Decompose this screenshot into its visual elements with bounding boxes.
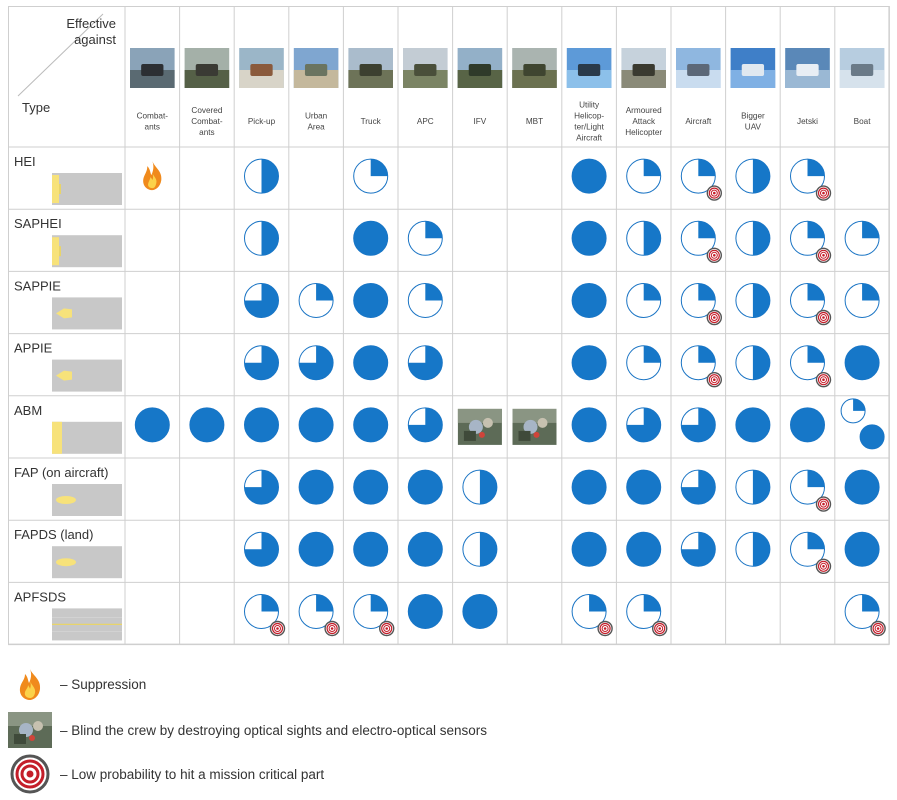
cell-urban [299,408,333,442]
corner-header [18,14,116,115]
row-type-label: HEI [14,154,36,169]
cell-pickup [245,221,279,255]
cell-attackheli [627,532,661,566]
effectiveness-pie [408,470,442,504]
effectiveness-pie [245,532,279,566]
cell-heli [572,408,606,442]
target-label-jetski: Jetski [797,117,818,126]
cell-uav [736,408,770,442]
row-type-label: ABM [14,402,43,418]
effectiveness-pie [627,408,661,442]
effectiveness-pie [572,284,606,318]
ifv-photo [458,48,503,88]
cell-urban [299,595,339,636]
target-icon [817,311,831,325]
cell-attackheli [627,284,661,318]
effectiveness-pie [245,284,279,318]
dart-round [52,608,122,640]
fire-icon [8,664,52,704]
legend-text-low-probability: – Low probability to hit a mission critical part [60,766,325,782]
target-icon [817,248,831,262]
effectiveness-pie [627,221,661,255]
row-hei [14,154,831,205]
effectiveness-pie [845,346,879,380]
cell-jetski [791,532,831,573]
target-label-urban: Urban [304,111,328,121]
corner-type: Type [22,100,51,115]
target-label-heli: Utility [579,100,600,110]
cell-ifv [458,409,502,445]
fap-round [52,484,122,516]
effectiveness-pie [354,221,388,255]
boat-photo [840,48,885,88]
effectiveness-pie [845,532,879,566]
effectiveness-pie [245,408,279,442]
effectiveness-pie [736,470,770,504]
cell-ifv [463,532,497,566]
cell-attackheli [627,221,661,255]
effectiveness-pie [736,346,770,380]
effectiveness-matrix [8,6,890,649]
legend-item-low-probability [8,754,324,794]
cell-heli [572,284,606,318]
effectiveness-pie [627,284,661,318]
row-saphei [14,216,879,267]
cell-truck [354,221,388,255]
cell-jetski [791,408,825,442]
target-icon [325,622,339,636]
effectiveness-pie [299,532,333,566]
cell-pickup [245,346,279,380]
effectiveness-pie [408,221,442,255]
cell-urban [299,532,333,566]
bunker-photo [185,48,230,88]
effectiveness-pie [299,284,333,318]
target-label-urban: Area [307,122,325,132]
cell-truck [354,595,394,636]
cell-heli [572,346,606,380]
tank-photo [512,48,557,88]
row-type-label: FAP (on aircraft) [14,465,109,480]
row-apfsds [14,589,885,640]
pointed-round [52,297,122,329]
cell-jetski [791,284,831,325]
effectiveness-pie [845,284,879,318]
row-appie [14,341,879,392]
effectiveness-pie [572,408,606,442]
cell-apc [408,532,442,566]
cell-apc [408,470,442,504]
target-header-covered [185,48,230,137]
cell-heli [572,159,606,193]
target-header-truck [348,48,393,126]
cell-uav [736,532,770,566]
effectiveness-pie [408,532,442,566]
effectiveness-pie [299,346,333,380]
apc-photo [403,48,448,88]
cell-jetski [791,221,831,262]
target-icon [8,754,52,794]
target-icon [653,622,667,636]
blind-icon [513,409,557,445]
cell-combatants [135,408,169,442]
cell-uav [736,284,770,318]
effectiveness-pie [681,408,715,442]
effectiveness-pie [408,408,442,442]
effectiveness-pie [736,221,770,255]
legend-item-suppression [8,664,146,704]
legend-item-blind [8,710,487,750]
target-icon [598,622,612,636]
cell-aircraft [681,532,715,566]
effectiveness-pie [463,470,497,504]
cell-boat [845,595,885,636]
helicopter-photo [567,48,612,88]
effectiveness-pie [572,346,606,380]
cell-pickup [245,159,279,193]
effectiveness-pie [845,470,879,504]
effectiveness-pie [627,470,661,504]
target-label-boat: Boat [853,117,871,126]
row-abm [14,399,884,454]
target-icon [817,497,831,511]
target-label-uav: UAV [744,122,762,132]
cell-aircraft [681,159,721,200]
cell-urban [299,470,333,504]
pointed-round [52,360,122,392]
target-icon [707,248,721,262]
target-header-jetski [785,48,830,126]
cell-boat [845,532,879,566]
effectiveness-pie [572,159,606,193]
target-header-aircraft [676,48,721,126]
cell-attackheli [627,470,661,504]
effectiveness-pie [845,221,879,255]
cell-pickup [245,284,279,318]
effectiveness-pie [245,346,279,380]
cell-aircraft [681,408,715,442]
cell-ifv [463,595,497,629]
effectiveness-pie [463,532,497,566]
effectiveness-pie [408,595,442,629]
target-header-attackheli [621,48,666,137]
target-label-combatants: Combat- [136,111,169,121]
legend-text-blind: – Blind the crew by destroying optical sights and electro-optical sensors [60,722,487,738]
target-label-covered: ants [199,128,215,137]
jet-photo [676,48,721,88]
cell-uav [736,221,770,255]
cell-jetski [791,470,831,511]
cell-boat [845,221,879,255]
target-label-attackheli: Helicopter [625,128,663,137]
target-header-apc [403,48,448,126]
cell-apc [408,346,442,380]
target-icon [871,622,885,636]
soldiers-photo [130,48,175,88]
row-sappie [14,278,879,329]
cell-ifv [463,470,497,504]
effectiveness-pie [354,284,388,318]
target-label-covered: Covered [191,106,223,115]
effectiveness-pie [736,408,770,442]
cell-truck [354,284,388,318]
target-header-mbt [512,48,557,126]
target-header-urban [294,48,339,132]
cell-attackheli [627,595,667,636]
effectiveness-pie [736,159,770,193]
target-label-apc: APC [416,117,434,126]
cell-aircraft [681,284,721,325]
target-label-combatants: ants [144,122,161,132]
effectiveness-pie [354,159,388,193]
corner-effective-against: Effective [66,16,116,31]
effectiveness-pie [354,470,388,504]
cell-uav [736,346,770,380]
effectiveness-pie [860,425,884,449]
cell-truck [354,532,388,566]
target-icon [817,559,831,573]
target-header-boat [840,48,885,126]
truck-photo [348,48,393,88]
cell-apc [408,221,442,255]
effectiveness-pie [354,346,388,380]
hei-round [52,173,122,205]
row-fapds-land- [14,527,879,578]
effectiveness-pie [572,532,606,566]
target-label-ifv: IFV [473,117,487,126]
target-label-heli: Helicop- [574,111,605,121]
target-header-heli [567,48,612,143]
uav-photo [731,48,776,88]
fire-icon [143,161,161,190]
target-icon [707,311,721,325]
cell-apc [408,595,442,629]
effectiveness-pie [408,346,442,380]
cell-pickup [245,595,285,636]
cell-jetski [791,159,831,200]
cell-combatants [143,161,161,190]
fap-round [52,546,122,578]
corner-effective-against: against [74,32,116,47]
row-type-label: SAPHEI [14,216,62,232]
cell-boat [845,284,879,318]
target-icon [817,373,831,387]
effectiveness-pie [354,408,388,442]
effectiveness-pie [245,221,279,255]
cell-heli [572,532,606,566]
target-label-covered: Combat- [191,117,223,126]
cell-jetski [791,346,831,387]
effectiveness-pie [681,532,715,566]
target-header-combatants [130,48,175,132]
target-label-pickup: Pick-up [247,117,276,126]
cell-apc [408,284,442,318]
effectiveness-pie [681,470,715,504]
target-label-aircraft: Aircraft [685,117,712,126]
target-icon [817,186,831,200]
target-label-mbt: MBT [525,117,544,126]
target-label-heli: ter/Light [574,122,604,132]
cell-aircraft [681,346,721,387]
effectiveness-pie [736,284,770,318]
target-header-pickup [239,48,284,126]
hei-round [52,235,122,267]
target-label-attackheli: Attack [632,117,656,126]
cell-attackheli [627,159,661,193]
row-type-label: FAPDS (land) [14,527,94,543]
jetski-photo [785,48,830,88]
target-label-attackheli: Armoured [625,106,662,115]
effectiveness-pie [572,470,606,504]
effectiveness-pie [736,532,770,566]
matrix-svg [8,6,890,649]
blind-icon [8,710,52,750]
effectiveness-pie [841,399,865,423]
abm-round [52,422,122,454]
cell-pickup [245,532,279,566]
effectiveness-pie [190,408,224,442]
cell-boat [845,346,879,380]
cell-uav [736,470,770,504]
target-icon [380,622,394,636]
effectiveness-pie [245,470,279,504]
effectiveness-pie [135,408,169,442]
row-type-label: APFSDS [14,589,67,605]
target-header-ifv [458,48,503,126]
effectiveness-pie [627,346,661,380]
cell-truck [354,470,388,504]
target-icon [707,373,721,387]
cell-truck [354,408,388,442]
effectiveness-pie [572,221,606,255]
urban-photo [294,48,339,88]
cell-boat [845,470,879,504]
target-label-uav: Bigger [741,111,765,121]
effectiveness-pie [463,595,497,629]
row-type-label: SAPPIE [14,278,61,294]
cell-mbt [513,409,557,445]
row-fap-on-aircraft- [14,465,879,516]
cell-aircraft [681,470,715,504]
cell-attackheli [627,346,661,380]
target-label-heli: Aircraft [576,133,603,143]
cell-attackheli [627,408,661,442]
target-header-uav [731,48,776,132]
cell-pickup [245,408,279,442]
effectiveness-pie [245,159,279,193]
effectiveness-pie [354,532,388,566]
target-label-truck: Truck [360,117,381,126]
effectiveness-pie [627,159,661,193]
effectiveness-pie [299,470,333,504]
effectiveness-pie [627,532,661,566]
cell-aircraft [681,221,721,262]
pickup-photo [239,48,284,88]
cell-urban [299,284,333,318]
cell-pickup [245,470,279,504]
cell-heli [572,470,606,504]
cell-boat [841,399,884,449]
cell-urban [299,346,333,380]
cell-truck [354,159,388,193]
effectiveness-pie [791,408,825,442]
effectiveness-pie [299,408,333,442]
legend [8,664,608,794]
cell-covered [190,408,224,442]
row-type-label: APPIE [14,340,53,356]
target-icon [271,622,285,636]
cell-heli [572,221,606,255]
attack-helicopter-photo [621,48,666,88]
cell-truck [354,346,388,380]
target-icon [707,186,721,200]
cell-apc [408,408,442,442]
legend-text-suppression: – Suppression [60,676,147,692]
cell-heli [572,595,612,636]
effectiveness-pie [408,284,442,318]
cell-uav [736,159,770,193]
blind-icon [458,409,502,445]
